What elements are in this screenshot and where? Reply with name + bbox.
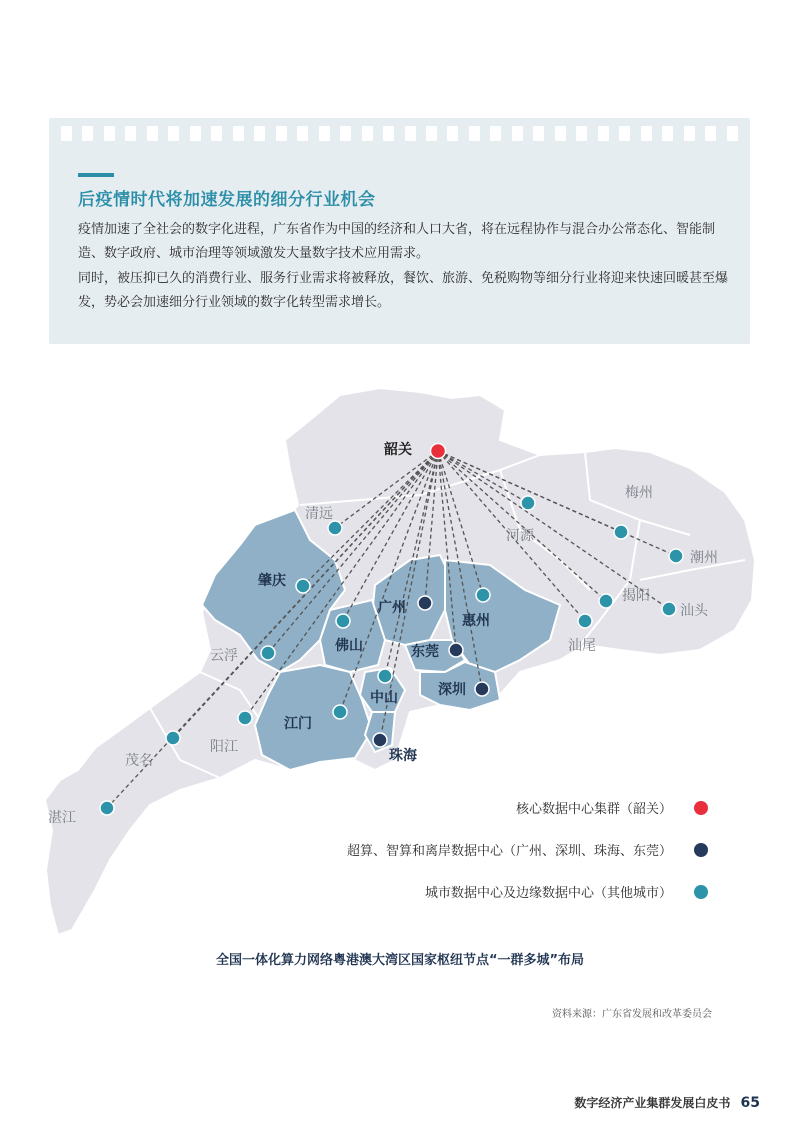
label-guangzhou: 广州 <box>378 599 406 615</box>
label-shanwei: 汕尾 <box>568 637 596 653</box>
page-footer <box>574 1094 760 1111</box>
perforation-strip <box>61 126 738 142</box>
label-qingyuan: 清远 <box>305 505 333 521</box>
dot-guangzhou <box>418 596 432 610</box>
dot-dongguan <box>449 643 463 657</box>
label-zhuhai: 珠海 <box>389 747 417 763</box>
section-title: 后疫情时代将加速发展的细分行业机会 <box>78 190 376 210</box>
label-jiangmen: 江门 <box>284 715 312 731</box>
intro-box <box>49 118 750 344</box>
label-zhongshan: 中山 <box>370 689 398 705</box>
dot-heyuan <box>521 496 535 510</box>
dot-shanwei <box>578 614 592 628</box>
legend-edge-label: 城市数据中心及边缘数据中心（其他城市） <box>424 886 672 901</box>
dot-jiangmen <box>333 705 347 719</box>
label-zhanjiang: 湛江 <box>48 809 76 825</box>
legend-core <box>516 798 708 817</box>
paragraph-2: 同时，被压抑已久的消费行业、服务行业需求将被释放，餐饮、旅游、免税购物等细分行业将迎来快速回暖甚至爆发，势必会加速细分行业领域的数字化转型需求增长。 <box>78 271 729 310</box>
dot-shenzhen <box>475 682 489 696</box>
page-number: 65 <box>740 1095 760 1111</box>
dot-shaoguan <box>431 444 446 459</box>
label-heyuan: 河源 <box>506 527 534 543</box>
label-shantou: 汕头 <box>680 602 708 618</box>
figure-caption: 全国一体化算力网络粤港澳大湾区国家枢纽节点“一群多城”布局 <box>215 953 585 968</box>
dot-zhanjiang <box>100 801 114 815</box>
dot-jieyang <box>599 594 613 608</box>
label-huizhou: 惠州 <box>462 612 490 628</box>
dot-maoming <box>166 731 180 745</box>
legend-core-dot <box>694 801 708 815</box>
dot-zhuhai <box>373 733 387 747</box>
dot-foshan <box>336 614 350 628</box>
dot-zhongshan <box>378 669 392 683</box>
label-meizhou: 梅州 <box>625 484 653 500</box>
dot-yunfu <box>261 646 275 660</box>
legend-super <box>347 840 708 859</box>
source-note: 资料来源：广东省发展和改革委员会 <box>552 1009 712 1020</box>
dot-qingyuan <box>328 521 342 535</box>
label-zhaoqing: 肇庆 <box>258 572 286 588</box>
legend-super-label: 超算、智算和离岸数据中心（广州、深圳、珠海、东莞） <box>346 844 672 859</box>
dot-zhaoqing <box>296 579 310 593</box>
label-yangjiang: 阳江 <box>210 738 238 754</box>
legend-core-label: 核心数据中心集群（韶关） <box>515 802 672 817</box>
title-accent-bar <box>78 173 114 177</box>
legend-edge-dot <box>694 885 708 899</box>
label-maoming: 茂名 <box>125 752 153 768</box>
foshan-region <box>320 600 385 672</box>
paragraph-1: 疫情加速了全社会的数字化进程，广东省作为中国的经济和人口大省，将在远程协作与混合办公常态化、智能制造、数字政府、城市治理等领域激发大量数字技术应用需求。 <box>78 222 716 261</box>
label-shaoguan: 韶关 <box>384 441 412 457</box>
dot-shantou <box>662 602 676 616</box>
label-foshan: 佛山 <box>335 637 363 653</box>
dot-yangjiang <box>238 711 252 725</box>
legend-super-dot <box>694 843 708 857</box>
label-jieyang: 揭阳 <box>622 587 650 603</box>
label-yunfu: 云浮 <box>210 647 238 663</box>
dot-meizhou <box>614 525 628 539</box>
label-chaozhou: 潮州 <box>690 549 718 565</box>
footer-book-title: 数字经济产业集群发展白皮书 <box>574 1096 731 1110</box>
legend-edge <box>425 882 708 901</box>
dot-chaozhou <box>669 549 683 563</box>
label-dongguan: 东莞 <box>411 643 439 659</box>
dot-huizhou <box>476 588 490 602</box>
label-shenzhen: 深圳 <box>438 681 466 697</box>
